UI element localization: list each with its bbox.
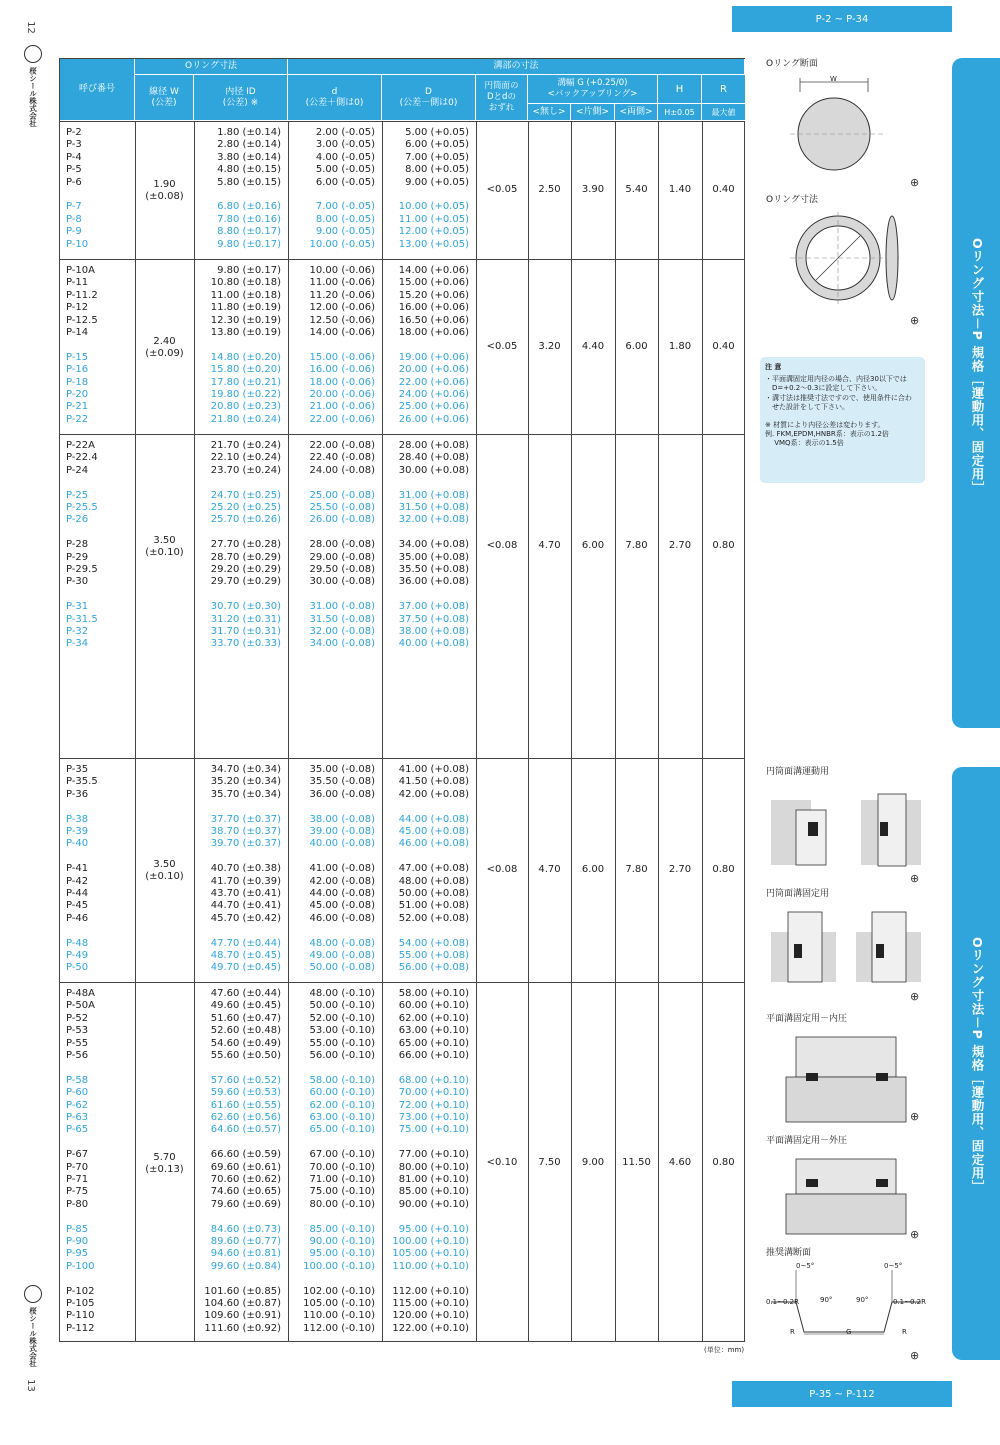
side-tab-lower-label: Oリング寸法－P 規格［運動用、固定用］: [970, 937, 985, 1194]
header-divider: [60, 121, 744, 122]
header-R: R: [702, 75, 745, 104]
groove-R-value: 0.40: [712, 340, 735, 352]
groove-R-value: 0.80: [712, 864, 735, 875]
link-icon: ⊕: [910, 314, 920, 327]
company-logo-top: [20, 45, 46, 205]
header-wire-w: 線径 W (公差): [135, 75, 194, 121]
part-numbers: P-10A P-11 P-11.2 P-12 P-12.5 P-14: [66, 265, 98, 339]
header-eccentricity: 円筒面の Dとdの おずれ: [476, 75, 528, 121]
unit-note: (単位：mm): [704, 1346, 745, 1354]
inner-diameters: 57.60 (±0.52) 59.60 (±0.53) 61.60 (±0.55) 62.60 (±0.56) 64.60 (±0.57): [210, 1074, 281, 1136]
side-tab-upper-label: Oリング寸法－P 規格［運動用、固定用］: [970, 238, 985, 495]
wire-diameter: 3.50 (±0.10): [145, 535, 184, 558]
part-numbers: P-35 P-35.5 P-36: [66, 764, 98, 800]
oring-cross-section-diagram: [790, 72, 890, 182]
note-line: 例. FKM,EPDM,HNBR系：表示の1.2倍: [765, 430, 889, 439]
groove-D-values: 19.00 (+0.06) 20.00 (+0.06) 22.00 (+0.06) 24.00 (+0.06) 25.00 (+0.06) 26.00 (+0.06): [398, 351, 469, 425]
header-H-tol: H±0.05: [658, 104, 702, 121]
header-groove-width: 溝幅 G (+0.25/0) <バックアップリング>: [528, 75, 658, 104]
inner-diameters: 27.70 (±0.28) 28.70 (±0.29) 29.20 (±0.29) 29.70 (±0.29): [210, 539, 281, 588]
groove-width-none: 4.70: [538, 864, 561, 875]
groove-D-values: 31.00 (+0.08) 31.50 (+0.08) 32.00 (+0.08): [398, 489, 469, 526]
groove-d-values: 85.00 (-0.10) 90.00 (-0.10) 95.00 (-0.10) 100.00 (-0.10): [303, 1223, 375, 1272]
groove-width-one: 6.00: [581, 540, 605, 551]
logo-text: 桜シール株式会社: [28, 67, 38, 127]
groove-H-value: 2.70: [668, 864, 692, 875]
groove-width-none: 2.50: [538, 184, 561, 195]
groove-width-one: 6.00: [581, 864, 605, 875]
groove-D-values: 77.00 (+0.10) 80.00 (+0.10) 81.00 (+0.10) 85.00 (+0.10) 90.00 (+0.10): [398, 1149, 469, 1210]
part-numbers: P-41 P-42 P-44 P-45 P-46: [66, 863, 89, 924]
label-chamfer-left: 0.1~0.2R: [766, 1298, 799, 1306]
wire-diameter: 1.90 (±0.08): [145, 179, 184, 202]
header-groove-dims: 溝部の寸法: [288, 59, 745, 75]
part-numbers: P-15 P-16 P-18 P-20 P-21 P-22: [66, 351, 89, 425]
link-icon: ⊕: [910, 1349, 920, 1362]
part-numbers: P-7 P-8 P-9 P-10: [66, 201, 89, 250]
cyl-motion-diagram: [766, 780, 926, 870]
link-icon: ⊕: [910, 1110, 920, 1123]
groove-D-values: 47.00 (+0.08) 48.00 (+0.08) 50.00 (+0.08) 51.00 (+0.08) 52.00 (+0.08): [398, 863, 469, 924]
link-icon: ⊕: [910, 990, 920, 1003]
groove-d-values: 31.00 (-0.08) 31.50 (-0.08) 32.00 (-0.08) 34.00 (-0.08): [309, 601, 375, 650]
inner-diameters: 6.80 (±0.16) 7.80 (±0.16) 8.80 (±0.17) 9.80 (±0.17): [217, 201, 281, 250]
cyl-motion-title: 円筒面溝運動用: [766, 767, 830, 777]
header-H: H: [658, 75, 702, 104]
groove-R-value: 0.40: [712, 184, 735, 195]
cyl-fixed-diagram: [766, 902, 926, 987]
footer-range-tab: P-35 ~ P-112: [732, 1381, 952, 1407]
note-line: ・平面溝固定用内径の場合、内径30以下では: [765, 375, 907, 384]
inner-diameters: 101.60 (±0.85) 104.60 (±0.87) 109.60 (±0.91) 111.60 (±0.92): [204, 1285, 281, 1334]
logo-text: 桜シール株式会社: [28, 1307, 38, 1367]
inner-diameters: 84.60 (±0.73) 89.60 (±0.77) 94.60 (±0.81) 99.60 (±0.84): [210, 1223, 281, 1272]
groove-H-value: 4.60: [668, 1156, 692, 1168]
header-call-no: 呼び番号: [60, 59, 135, 121]
groove-d-values: 28.00 (-0.08) 29.00 (-0.08) 29.50 (-0.08) 30.00 (-0.08): [309, 539, 375, 588]
inner-diameters: 47.70 (±0.44) 48.70 (±0.45) 49.70 (±0.45): [210, 937, 281, 974]
header-backup-one: <片側>: [571, 104, 615, 121]
groove-H-value: 2.70: [668, 540, 692, 551]
groove-d-values: 38.00 (-0.08) 39.00 (-0.08) 40.00 (-0.08): [309, 813, 375, 850]
note-line: VMQ系：表示の1.5倍: [765, 439, 844, 448]
label-R-right: R: [902, 1328, 907, 1336]
note-title: 注 意: [765, 363, 782, 371]
groove-d-values: 48.00 (-0.08) 49.00 (-0.08) 50.00 (-0.08): [309, 937, 375, 974]
link-icon: ⊕: [910, 872, 920, 885]
groove-D-values: 28.00 (+0.08) 28.40 (+0.08) 30.00 (+0.08): [398, 440, 469, 476]
groove-width-both: 11.50: [622, 1156, 651, 1168]
part-numbers: P-48A P-50A P-52 P-53 P-55 P-56: [66, 988, 95, 1062]
eccentricity-value: <0.05: [486, 184, 518, 195]
groove-D-values: 58.00 (+0.10) 60.00 (+0.10) 62.00 (+0.10) 63.00 (+0.10) 65.00 (+0.10) 66.00 (+0.10): [398, 988, 469, 1062]
note-line: ・溝寸法は推奨寸法ですので、使用条件に合わ: [765, 393, 912, 402]
part-numbers: P-48 P-49 P-50: [66, 937, 89, 974]
inner-diameters: 47.60 (±0.44) 49.60 (±0.45) 51.60 (±0.47) 52.60 (±0.48) 54.60 (±0.49) 55.60 (±0.50): [210, 988, 281, 1062]
groove-H-value: 1.80: [668, 340, 692, 352]
page-number-top: 12: [24, 21, 36, 34]
groove-D-values: 54.00 (+0.08) 55.00 (+0.08) 56.00 (+0.08): [398, 937, 469, 974]
groove-D-values: 37.00 (+0.08) 37.50 (+0.08) 38.00 (+0.08) 40.00 (+0.08): [398, 601, 469, 650]
label-angle-right: 0~5°: [884, 1262, 903, 1270]
group-divider: [60, 259, 744, 260]
side-tab-lower: [952, 767, 1000, 1360]
note-line: ※ 材質により内径公差は変わります。: [765, 421, 885, 430]
inner-diameters: 40.70 (±0.38) 41.70 (±0.39) 43.70 (±0.41) 44.70 (±0.41) 45.70 (±0.42): [210, 863, 281, 924]
inner-diameters: 21.70 (±0.24) 22.10 (±0.24) 23.70 (±0.24): [210, 440, 281, 476]
groove-d-values: 67.00 (-0.10) 70.00 (-0.10) 71.00 (-0.10) 75.00 (-0.10) 80.00 (-0.10): [309, 1149, 375, 1210]
eccentricity-value: <0.05: [486, 340, 518, 352]
header-backup-both: <両側>: [615, 104, 658, 121]
note-line: [765, 412, 920, 421]
inner-diameters: 37.70 (±0.37) 38.70 (±0.37) 39.70 (±0.37): [210, 813, 281, 850]
groove-D-values: 41.00 (+0.08) 41.50 (+0.08) 42.00 (+0.08): [398, 764, 469, 800]
groove-width-none: 3.20: [538, 340, 561, 352]
groove-d-values: 35.00 (-0.08) 35.50 (-0.08) 36.00 (-0.08): [309, 764, 375, 800]
groove-d-values: 102.00 (-0.10) 105.00 (-0.10) 110.00 (-0.10) 112.00 (-0.10): [303, 1285, 375, 1334]
groove-D-values: 14.00 (+0.06) 15.00 (+0.06) 15.20 (+0.06) 16.00 (+0.06) 16.50 (+0.06) 18.00 (+0.06): [398, 265, 469, 339]
oring-dimension-table: [59, 58, 745, 1342]
part-numbers: P-28 P-29 P-29.5 P-30: [66, 539, 98, 588]
groove-d-values: 2.00 (-0.05) 3.00 (-0.05) 4.00 (-0.05) 5.00 (-0.05) 6.00 (-0.05): [315, 127, 375, 188]
inner-diameters: 1.80 (±0.14) 2.80 (±0.14) 3.80 (±0.14) 4.80 (±0.15) 5.80 (±0.15): [217, 127, 281, 188]
groove-width-both: 7.80: [625, 864, 648, 875]
company-logo-bottom: [20, 1285, 46, 1445]
cyl-fixed-title: 円筒面溝固定用: [766, 889, 830, 899]
groove-d-values: 22.00 (-0.08) 22.40 (-0.08) 24.00 (-0.08): [309, 440, 375, 476]
groove-D-values: 112.00 (+0.10) 115.00 (+0.10) 120.00 (+0.10) 122.00 (+0.10): [392, 1285, 469, 1334]
page-number-bottom: 13: [24, 1379, 36, 1392]
inner-diameters: 14.80 (±0.20) 15.80 (±0.20) 17.80 (±0.21) 19.80 (±0.22) 20.80 (±0.23) 21.80 (±0.24): [210, 351, 281, 425]
oring-dims-diagram: [790, 208, 920, 308]
inner-diameters: 9.80 (±0.17) 10.80 (±0.18) 11.00 (±0.18) 11.80 (±0.19) 12.30 (±0.19) 13.80 (±0.19): [210, 265, 281, 339]
label-chamfer-right: 0.1~0.2R: [893, 1298, 926, 1306]
part-numbers: P-38 P-39 P-40: [66, 813, 89, 850]
part-numbers: P-31 P-31.5 P-32 P-34: [66, 601, 98, 650]
header-oring-dims: Oリング寸法: [135, 59, 288, 75]
part-numbers: P-2 P-3 P-4 P-5 P-6: [66, 127, 82, 188]
groove-H-value: 1.40: [668, 184, 692, 195]
inner-diameters: 34.70 (±0.34) 35.20 (±0.34) 35.70 (±0.34): [210, 764, 281, 800]
inner-diameters: 66.60 (±0.59) 69.60 (±0.61) 70.60 (±0.62) 74.60 (±0.65) 79.60 (±0.69): [210, 1149, 281, 1210]
groove-D-values: 10.00 (+0.05) 11.00 (+0.05) 12.00 (+0.05) 13.00 (+0.05): [398, 201, 469, 250]
label-G: G: [846, 1328, 852, 1336]
part-numbers: P-85 P-90 P-95 P-100: [66, 1223, 95, 1272]
groove-d-values: 48.00 (-0.10) 50.00 (-0.10) 52.00 (-0.10) 53.00 (-0.10) 55.00 (-0.10) 56.00 (-0.10): [309, 988, 375, 1062]
part-numbers: P-22A P-22.4 P-24: [66, 440, 98, 476]
note-body: [765, 375, 920, 448]
label-90-left: 90°: [820, 1296, 833, 1304]
groove-D-values: 34.00 (+0.08) 35.00 (+0.08) 35.50 (+0.08) 36.00 (+0.08): [398, 539, 469, 588]
groove-d-values: 58.00 (-0.10) 60.00 (-0.10) 62.00 (-0.10) 63.00 (-0.10) 65.00 (-0.10): [309, 1074, 375, 1136]
header-D: D (公差－側は0): [382, 75, 476, 121]
label-W: W: [830, 75, 837, 83]
header-range-tab: P-2 ~ P-34: [732, 6, 952, 32]
groove-R-value: 0.80: [712, 540, 735, 551]
wire-diameter: 3.50 (±0.10): [145, 859, 184, 882]
part-numbers: P-25 P-25.5 P-26: [66, 489, 98, 526]
flat-outer-title: 平面溝固定用－外圧: [766, 1136, 848, 1146]
logo-mark: [24, 1285, 42, 1303]
note-line: D=+0.2～0.3に設定して下さい。: [765, 384, 882, 393]
flat-outer-diagram: [766, 1149, 926, 1239]
logo-mark: [24, 45, 42, 63]
link-icon: ⊕: [910, 176, 920, 189]
label-angle-left: 0~5°: [796, 1262, 815, 1270]
part-numbers: P-58 P-60 P-62 P-63 P-65: [66, 1074, 89, 1136]
oring-cross-section-title: Oリング断面: [766, 59, 818, 69]
groove-D-values: 95.00 (+0.10) 100.00 (+0.10) 105.00 (+0.10) 110.00 (+0.10): [392, 1223, 469, 1272]
groove-d-values: 15.00 (-0.06) 16.00 (-0.06) 18.00 (-0.06) 20.00 (-0.06) 21.00 (-0.06) 22.00 (-0.06): [309, 351, 375, 425]
part-numbers: P-67 P-70 P-71 P-75 P-80: [66, 1149, 89, 1210]
groove-section-title: 推奨溝断面: [766, 1248, 812, 1258]
header-backup-none: <無し>: [528, 104, 571, 121]
label-90-right: 90°: [856, 1296, 869, 1304]
flat-inner-diagram: [766, 1027, 926, 1127]
groove-width-none: 4.70: [538, 540, 561, 551]
groove-width-one: 4.40: [581, 340, 605, 352]
blank-row-divider: [60, 758, 744, 759]
groove-d-values: 10.00 (-0.06) 11.00 (-0.06) 11.20 (-0.06) 12.00 (-0.06) 12.50 (-0.06) 14.00 (-0.06): [309, 265, 375, 339]
groove-width-both: 6.00: [625, 340, 648, 352]
groove-D-values: 44.00 (+0.08) 45.00 (+0.08) 46.00 (+0.08): [398, 813, 469, 850]
flat-inner-title: 平面溝固定用－内圧: [766, 1014, 848, 1024]
caution-note: [760, 357, 925, 483]
inner-diameters: 30.70 (±0.30) 31.20 (±0.31) 31.70 (±0.31) 33.70 (±0.33): [210, 601, 281, 650]
groove-width-none: 7.50: [538, 1156, 561, 1168]
groove-width-both: 5.40: [625, 184, 648, 195]
wire-diameter: 5.70 (±0.13): [145, 1151, 184, 1175]
eccentricity-value: <0.08: [486, 540, 518, 551]
wire-diameter: 2.40 (±0.09): [145, 335, 184, 359]
label-R-left: R: [790, 1328, 795, 1336]
header-d: d (公差＋側は0): [288, 75, 382, 121]
note-line: せた設計をして下さい。: [765, 402, 849, 411]
header-R-max: 最大値: [702, 104, 745, 121]
oring-dims-title: Oリング寸法: [766, 195, 818, 205]
eccentricity-value: <0.08: [486, 864, 518, 875]
groove-d-values: 25.00 (-0.08) 25.50 (-0.08) 26.00 (-0.08): [309, 489, 375, 526]
inner-diameters: 24.70 (±0.25) 25.20 (±0.25) 25.70 (±0.26): [210, 489, 281, 526]
side-tab-upper: [952, 58, 1000, 728]
eccentricity-value: <0.10: [486, 1156, 518, 1168]
groove-D-values: 5.00 (+0.05) 6.00 (+0.05) 7.00 (+0.05) 8.00 (+0.05) 9.00 (+0.05): [405, 127, 469, 188]
part-numbers: P-102 P-105 P-110 P-112: [66, 1285, 95, 1334]
link-icon: ⊕: [910, 1228, 920, 1241]
groove-width-one: 3.90: [581, 184, 605, 195]
groove-D-values: 68.00 (+0.10) 70.00 (+0.10) 72.00 (+0.10) 73.00 (+0.10) 75.00 (+0.10): [398, 1074, 469, 1136]
group-divider: [60, 982, 744, 983]
groove-d-values: 41.00 (-0.08) 42.00 (-0.08) 44.00 (-0.08) 45.00 (-0.08) 46.00 (-0.08): [309, 863, 375, 924]
groove-width-one: 9.00: [581, 1156, 605, 1168]
groove-R-value: 0.80: [712, 1156, 735, 1168]
groove-width-both: 7.80: [625, 540, 648, 551]
header-inner-id: 内径 ID (公差) ※: [194, 75, 288, 121]
groove-d-values: 7.00 (-0.05) 8.00 (-0.05) 9.00 (-0.05) 10.00 (-0.05): [309, 201, 375, 250]
group-divider: [60, 434, 744, 435]
